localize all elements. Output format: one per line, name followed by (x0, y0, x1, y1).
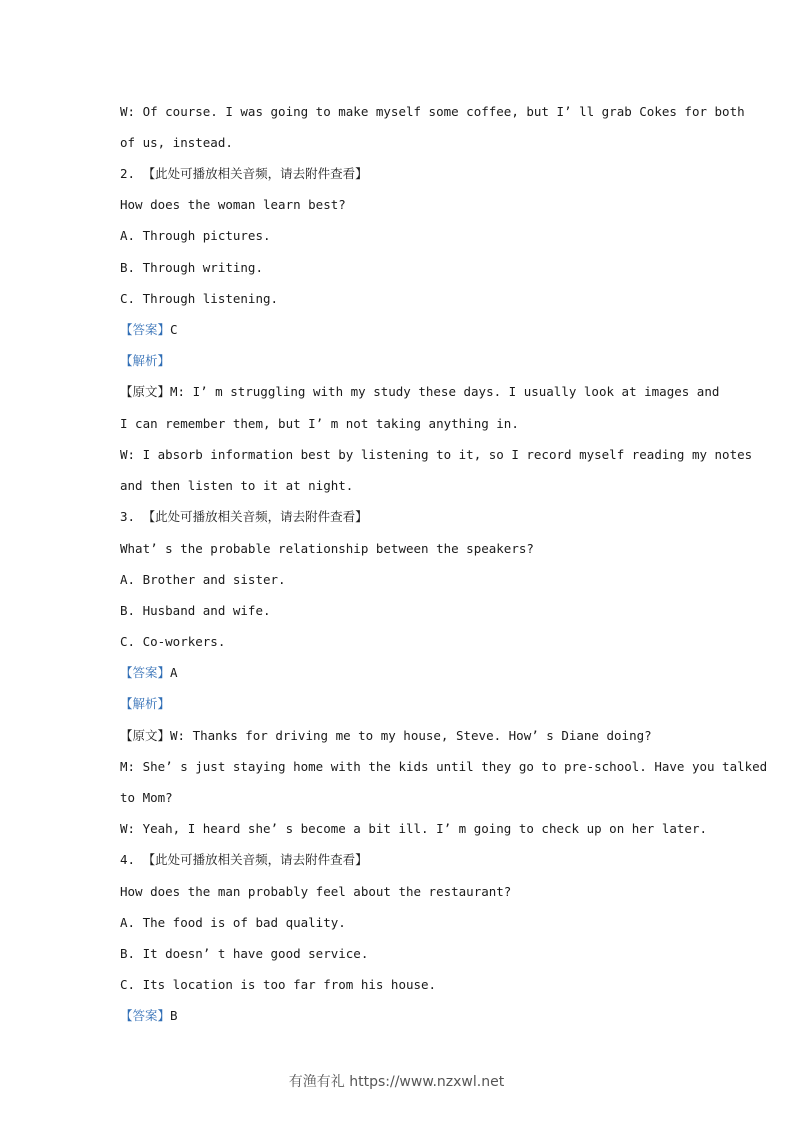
text-line (120, 384, 720, 400)
text-line (120, 946, 680, 962)
line-text: B. Through writing. (120, 260, 263, 275)
answer-label: 【答案】 (120, 322, 171, 337)
answer-label: 【答案】 (120, 1008, 171, 1023)
text-line (120, 915, 680, 931)
text-line (120, 696, 680, 712)
line-text: C. Its location is too far from his house. (120, 977, 437, 992)
text-line (120, 416, 680, 432)
text-line (120, 603, 680, 619)
text-line (120, 228, 680, 244)
line-text: A (170, 665, 178, 680)
text-line (120, 884, 680, 900)
text-line (120, 852, 680, 868)
line-text: to Mom? (120, 790, 173, 805)
line-text: and then listen to it at night. (120, 478, 354, 493)
text-line (120, 291, 680, 307)
text-line (120, 353, 680, 369)
line-text: 4. 【此处可播放相关音频，请去附件查看】 (120, 852, 368, 867)
line-text: A. Through pictures. (120, 228, 271, 243)
line-text: W: I absorb information best by listening to it, so I record myself reading my notes (120, 447, 753, 462)
line-text: 【原文】M: I’ m struggling with my study these days. I usually look at images and (120, 384, 720, 399)
text-line (120, 728, 680, 744)
line-text: 3. 【此处可播放相关音频，请去附件查看】 (120, 509, 368, 524)
line-text: I can remember them, but I’ m not taking anything in. (120, 416, 519, 431)
text-line (120, 260, 680, 276)
text-line (120, 572, 680, 588)
line-text: of us, instead. (120, 135, 233, 150)
line-text: M: She’ s just staying home with the kids until they go to pre-school. Have you talked (120, 759, 768, 774)
line-text: B. Husband and wife. (120, 603, 271, 618)
text-line (120, 478, 680, 494)
line-text: C. Through listening. (120, 291, 279, 306)
line-text: W: Yeah, I heard she’ s become a bit ill. I’ m going to check up on her later. (120, 821, 707, 836)
analysis-label: 【解析】 (120, 353, 171, 368)
text-line (120, 1008, 680, 1024)
line-text: How does the man probably feel about the restaurant? (120, 884, 512, 899)
text-line (120, 977, 680, 993)
text-line (120, 509, 680, 525)
text-line (120, 541, 680, 557)
line-text: How does the woman learn best? (120, 197, 346, 212)
text-line (120, 665, 680, 681)
line-text: 【原文】W: Thanks for driving me to my house, Steve. How’ s Diane doing? (120, 728, 652, 743)
text-line (120, 104, 745, 120)
analysis-label: 【解析】 (120, 696, 171, 711)
text-line (120, 135, 680, 151)
line-text: B (170, 1008, 178, 1023)
line-text: What’ s the probable relationship between the speakers? (120, 541, 534, 556)
line-text: C (170, 322, 178, 337)
text-line (120, 447, 753, 463)
text-line (120, 197, 680, 213)
text-line (120, 790, 680, 806)
text-line (120, 821, 707, 837)
line-text: B. It doesn’ t have good service. (120, 946, 369, 961)
text-line (120, 759, 768, 775)
line-text: C. Co-workers. (120, 634, 226, 649)
footer-watermark: 有渔有礼 https://www.nzxwl.net (288, 1074, 505, 1090)
text-line (120, 634, 680, 650)
line-text: 2. 【此处可播放相关音频，请去附件查看】 (120, 166, 368, 181)
answer-label: 【答案】 (120, 665, 171, 680)
text-line (120, 166, 680, 182)
text-line (120, 322, 680, 338)
line-text: W: Of course. I was going to make myself some coffee, but I’ ll grab Cokes for both (120, 104, 745, 119)
line-text: A. Brother and sister. (120, 572, 286, 587)
line-text: A. The food is of bad quality. (120, 915, 346, 930)
